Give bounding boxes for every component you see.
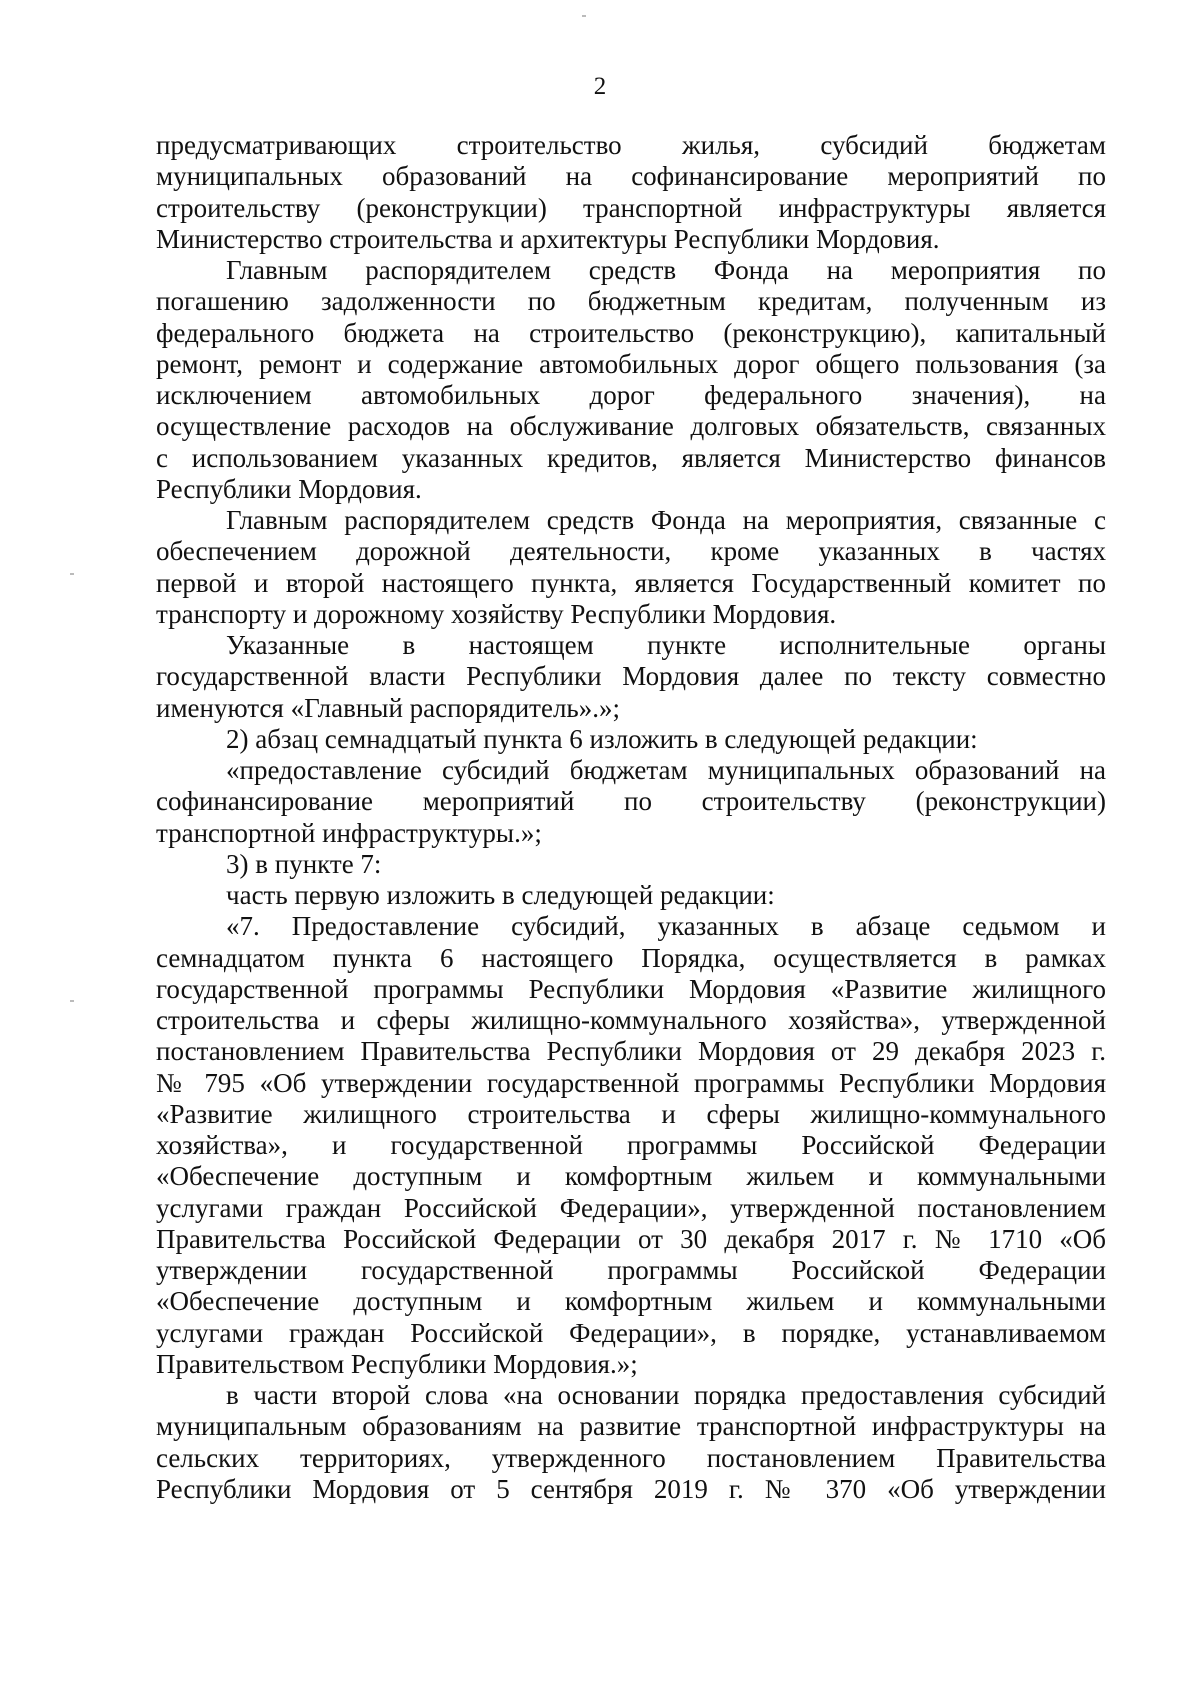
text-line: Правительства Российской Федерации от 30 декабря 2017 г. № 1710 «Об — [156, 1223, 1106, 1254]
text-line: услугами граждан Российской Федерации», утвержденной постановлением — [156, 1192, 1106, 1223]
paragraph — [156, 911, 1106, 1380]
text-line: Министерство строительства и архитектуры Республики Мордовия. — [156, 223, 940, 254]
document-body — [156, 130, 1106, 1505]
text-line: исключением автомобильных дорог федерального значения), на — [156, 380, 1106, 410]
text-line: предусматривающих строительство жилья, субсидий бюджетам — [156, 130, 1106, 160]
paragraph — [156, 880, 1106, 911]
text-line: погашению задолженности по бюджетным кредитам, полученным из — [156, 286, 1106, 317]
text-line: Указанные в настоящем пункте исполнительные органы — [226, 630, 1106, 660]
text-line: 2) абзац семнадцатый пункта 6 изложить в следующей редакции: — [226, 723, 978, 754]
text-line: № 795 «Об утверждении государственной программы Республики Мордовия — [156, 1067, 1106, 1098]
text-line: федерального бюджета на строительство (реконструкцию), капитальный — [156, 317, 1106, 348]
text-line: постановлением Правительства Республики Мордовия от 29 декабря 2023 г. — [156, 1036, 1106, 1067]
text-line: «Обеспечение доступным и комфортным жильем и коммунальными — [156, 1286, 1106, 1317]
text-line: осуществление расходов на обслуживание долговых обязательств, связанных — [156, 411, 1106, 442]
text-line: с использованием указанных кредитов, является Министерство финансов — [156, 442, 1106, 473]
text-line: софинансирование мероприятий по строительству (реконструкции) — [156, 786, 1106, 817]
paragraph — [156, 724, 1106, 755]
text-line: хозяйства», и государственной программы Российской Федерации — [156, 1130, 1106, 1160]
text-line: обеспечением дорожной деятельности, кроме указанных в частях — [156, 536, 1106, 567]
text-line: «Развитие жилищного строительства и сферы жилищно-коммунального — [156, 1098, 1106, 1129]
text-line: в части второй слова «на основании порядка предоставления субсидий — [226, 1380, 1106, 1410]
text-line: первой и второй настоящего пункта, является Государственный комитет по — [156, 567, 1106, 598]
scan-speck — [70, 573, 74, 575]
text-line: именуются «Главный распорядитель».»; — [156, 692, 620, 723]
text-line: муниципальным образованиям на развитие транспортной инфраструктуры на — [156, 1411, 1106, 1442]
text-line: семнадцатом пункта 6 настоящего Порядка, осуществляется в рамках — [156, 942, 1106, 973]
paragraph — [156, 849, 1106, 880]
text-line: услугами граждан Российской Федерации», в порядке, устанавливаемом — [156, 1317, 1106, 1348]
text-line: Республики Мордовия от 5 сентября 2019 г. № 370 «Об утверждении — [156, 1473, 1106, 1504]
scan-speck — [70, 1000, 74, 1002]
text-line: часть первую изложить в следующей редакции: — [226, 880, 775, 910]
text-line: муниципальных образований на софинансирование мероприятий по — [156, 161, 1106, 192]
paragraph — [156, 505, 1106, 630]
text-line: государственной программы Республики Мордовия «Развитие жилищного — [156, 973, 1106, 1004]
paragraph — [156, 755, 1106, 849]
text-line: 3) в пункте 7: — [226, 848, 382, 879]
text-line: ремонт, ремонт и содержание автомобильных дорог общего пользования (за — [156, 348, 1106, 379]
text-line: строительству (реконструкции) транспортной инфраструктуры является — [156, 192, 1106, 223]
text-line: строительства и сферы жилищно-коммунального хозяйства», утвержденной — [156, 1005, 1106, 1035]
text-line: Главным распорядителем средств Фонда на мероприятия, связанные с — [226, 505, 1106, 535]
text-line: транспортной инфраструктуры.»; — [156, 817, 542, 848]
text-line: Республики Мордовия. — [156, 473, 422, 504]
paragraph — [156, 1380, 1106, 1505]
paragraph — [156, 630, 1106, 724]
text-line: государственной власти Республики Мордовия далее по тексту совместно — [156, 661, 1106, 692]
text-line: «7. Предоставление субсидий, указанных в абзаце седьмом и — [226, 911, 1106, 942]
text-line: транспорту и дорожному хозяйству Республики Мордовия. — [156, 598, 837, 629]
scan-speck — [582, 15, 586, 17]
paragraph — [156, 130, 1106, 255]
paragraph — [156, 255, 1106, 505]
text-line: «предоставление субсидий бюджетам муниципальных образований на — [226, 755, 1106, 785]
text-line: утверждении государственной программы Российской Федерации — [156, 1255, 1106, 1285]
text-line: Правительством Республики Мордовия.»; — [156, 1348, 638, 1379]
text-line: «Обеспечение доступным и комфортным жильем и коммунальными — [156, 1161, 1106, 1192]
text-line: Главным распорядителем средств Фонда на мероприятия по — [226, 255, 1106, 285]
text-line: сельских территориях, утвержденного постановлением Правительства — [156, 1442, 1106, 1473]
page-number: 2 — [593, 73, 607, 100]
